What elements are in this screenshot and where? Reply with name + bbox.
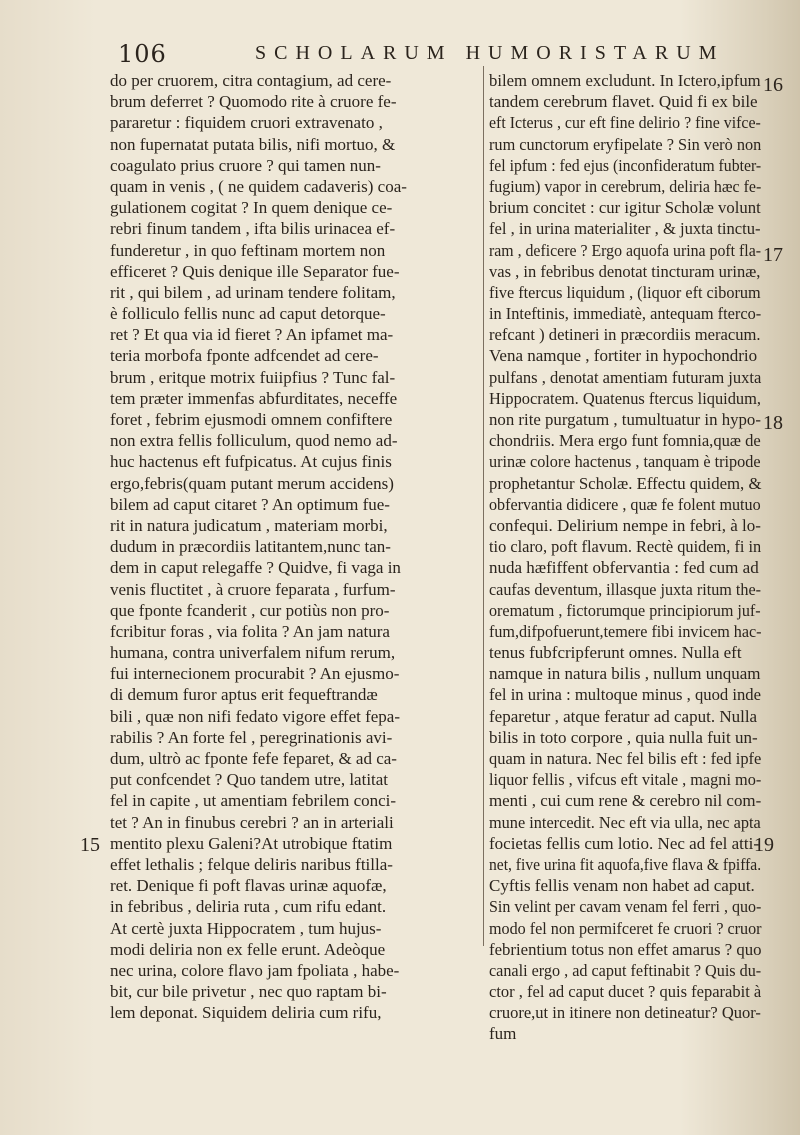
text-line: namque in natura bilis , nullum unquam [489,664,761,684]
text-line: è folliculo fellis nunc ad caput detorque- [110,304,386,324]
text-line: ergo,febris(quam putant merum accidens) [110,473,394,493]
text-line: quam in venis , ( ne quidem cadaveris) coa- [110,176,407,196]
text-line: fui internecionem procurabit ? An ejusmo- [110,664,400,684]
text-line: tenus fubfcripferunt omnes. Nulla eft [489,643,742,663]
text-line: orematum , fictorumque principiorum juf- [489,600,761,620]
margin-number-15: 15 [80,834,100,856]
text-line: dudum in præcordiis latitantem,nunc tan- [110,537,391,557]
text-line: huc hactenus eft fufpicatus. At cujus finis [110,452,392,472]
text-line: venis fluctitet , à cruore feparata , furfum- [110,579,396,599]
text-line: fcribitur foras , via folita ? An jam natura [110,621,390,641]
text-line: humana, contra univerfalem nifum rerum, [110,643,396,663]
text-line: net, five urina fit aquofa,five flava & fpiffa. [489,854,762,874]
text-line: efficeret ? Quis denique ille Separator fue- [110,261,400,281]
text-line: brum deferret ? Quomodo rite à cruore fe- [110,92,397,112]
text-line: ret. Denique fi poft flavas urinæ aquofæ, [110,876,387,896]
text-line: bilis in toto corpore , quia nulla fuit un- [489,727,758,747]
text-line: lem deponat. Siquidem deliria cum rifu, [110,1003,382,1023]
text-line: mentito plexu Galeni?At utrobique ftatim [110,833,393,853]
text-line: tandem cerebrum flavet. Quid fi ex bile [489,92,758,112]
text-line: chondriis. Mera ergo funt fomnia,quæ de [489,431,761,451]
text-line: effet lethalis ; felque deliris naribus ftilla- [110,854,393,874]
text-line: nuda hæfiffent obfervantia : fed cum ad [489,558,759,578]
text-line: quam in natura. Nec fel bilis eft : fed ipfe [489,749,762,768]
margin-number-16: 16 [763,74,783,96]
text-line: funderetur , in quo feftinam mortem non [110,240,386,260]
text-line: non extra fellis folliculum, quod nemo ad- [110,431,398,451]
text-line: At certè juxta Hippocratem , tum hujus- [110,918,382,938]
right-column [489,70,800,1045]
text-line: put confcendet ? Quo tandem utre, latitat [110,770,389,790]
text-line: tet ? An in finubus cerebri ? an in arteriali [110,812,394,832]
text-line: obfervantia didicere , quæ fe folent mutuo [489,494,761,514]
text-line: five ftercus liquidum , (liquor eft ciborum [489,282,761,302]
text-line: foret , febrim ejusmodi omnem confiftere [110,410,393,429]
text-line: Cyftis fellis venam non habet ad caput. [489,876,755,896]
text-line: brum , eritque motrix fuiipfius ? Tunc fal- [110,367,396,387]
text-line: dem in caput relegaffe ? Quidve, fi vaga in [110,558,401,578]
margin-number-18: 18 [763,412,783,434]
text-line: urinæ colore hactenus , tanquam è tripode [489,452,761,472]
text-line: in febribus , deliria ruta , cum rifu edant. [110,897,387,917]
text-line: brium concitet : cur igitur Scholæ volunt [489,198,761,218]
text-line: febrientium totus non effet amarus ? quo [489,939,762,959]
text-line: pulfans , denotat amentiam futuram juxta [489,367,762,387]
text-line: liquor fellis , vifcus eft vitale , magni mo- [489,770,762,790]
text-line: modi deliria non ex felle erunt. Adeòque [110,939,386,959]
text-line: non fupernatat putata bilis, nifi mortuo, & [110,134,396,154]
text-line: Hippocratem. Quatenus ftercus liquidum, [489,388,761,408]
text-line: ctor , fel ad caput ducet ? quis feparabit à [489,982,762,1002]
text-line: rit , qui bilem , ad urinam tendere folitam, [110,282,396,302]
text-line: do per cruorem, citra contagium, ad cere- [110,71,392,90]
text-line: ram , deficere ? Ergo aquofa urina poft fla- [489,240,762,260]
text-line: dum, ultrò ac fponte fefe feparet, & ad ca- [110,749,397,768]
text-line: focietas fellis cum lotio. Nec ad fel atti- [489,833,760,853]
text-line: di demum furor aptus erit fequeftrandæ [110,685,378,705]
page-header [0,40,800,70]
text-line: canali ergo , ad caput feftinabit ? Quis du- [489,960,762,980]
text-line: fel , in urina materialiter , & juxta tinctu- [489,219,761,239]
running-title: SCHOLARUM HUMORISTARUM [255,42,725,64]
page-number: 106 [118,40,167,68]
text-line: rabilis ? An forte fel , peregrinationis avi- [110,727,393,747]
text-line: bit, cur bile privetur , nec quo raptam bi- [110,982,387,1002]
text-line: coagulato prius cruore ? qui tamen nun- [110,155,381,175]
text-line: nec urina, colore flavo jam fpoliata , habe- [110,960,400,980]
text-line: fum [489,1024,517,1044]
text-line: fel ipfum : fed ejus (inconfideratum fubter- [489,155,762,175]
text-line: que fponte fcanderit , cur potiùs non pro- [110,600,390,620]
margin-number-17: 17 [763,244,783,266]
text-line: tem præter immenfas abfurditates, neceffe [110,388,398,408]
text-line: prophetantur Scholæ. Effectu quidem, & [489,473,762,493]
text-line: tio claro, poft flavum. Rectè quidem, fi in [489,537,762,557]
margin-number-19: 19 [754,834,774,856]
text-line: bili , quæ non nifi fedato vigore effet fepa- [110,706,401,726]
text-line: Sin velint per cavam venam fel ferri , quo- [489,897,762,917]
text-line: fel in urina : multoque minus , quod inde [489,685,761,705]
text-line: rit in natura judicatum , materiam morbi, [110,515,388,535]
text-line: vas , in febribus denotat tincturam urinæ, [489,261,761,281]
text-line: pararetur : fiquidem cruori extravenato , [110,113,383,133]
text-line: modo fel non permifceret fe cruori ? cruor [489,918,762,938]
text-line: Vena namque , fortiter in hypochondrio [489,346,758,366]
text-line: eft Icterus , cur eft fine delirio ? fine vifce- [489,113,761,133]
text-line: fum,difpofuerunt,temere fibi invicem hac- [489,621,762,641]
text-line: confequi. Delirium nempe in febri, à lo- [489,515,761,535]
text-line: non rite purgatum , tumultuatur in hypo- [489,410,761,429]
text-line: gulationem cogitat ? In quem denique ce- [110,198,393,218]
text-line: rum cunctorum eryfipelate ? Sin verò non [489,134,762,154]
text-line: rebri finum tandem , ifta bilis urinacea ef- [110,219,396,239]
text-line: fel in capite , ut amentiam febrilem conci- [110,791,397,811]
text-line: fugium) vapor in cerebrum, deliria hæc fe- [489,176,762,196]
text-line: in Inteftinis, immediatè, antequam fterco- [489,304,762,324]
text-line: ret ? Et qua via id fieret ? An ipfamet ma- [110,325,394,345]
text-line: feparetur , atque feratur ad caput. Nulla [489,706,758,726]
text-line: bilem ad caput citaret ? An optimum fue- [110,494,390,514]
text-line: caufas deventum, illasque juxta ritum the- [489,579,762,599]
text-line: mune intercedit. Nec eft via ulla, nec apta [489,812,761,832]
text-line: refcant ) detineri in præcordiis meracum. [489,325,761,345]
text-line: cruore,ut in itinere non detineatur? Quor- [489,1003,761,1023]
text-line: menti , cui cum rene & cerebro nil com- [489,791,762,811]
text-line: teria morbofa fponte adfcendet ad cere- [110,346,379,366]
text-line: bilem omnem excludunt. In Ictero,ipfum [489,71,761,90]
